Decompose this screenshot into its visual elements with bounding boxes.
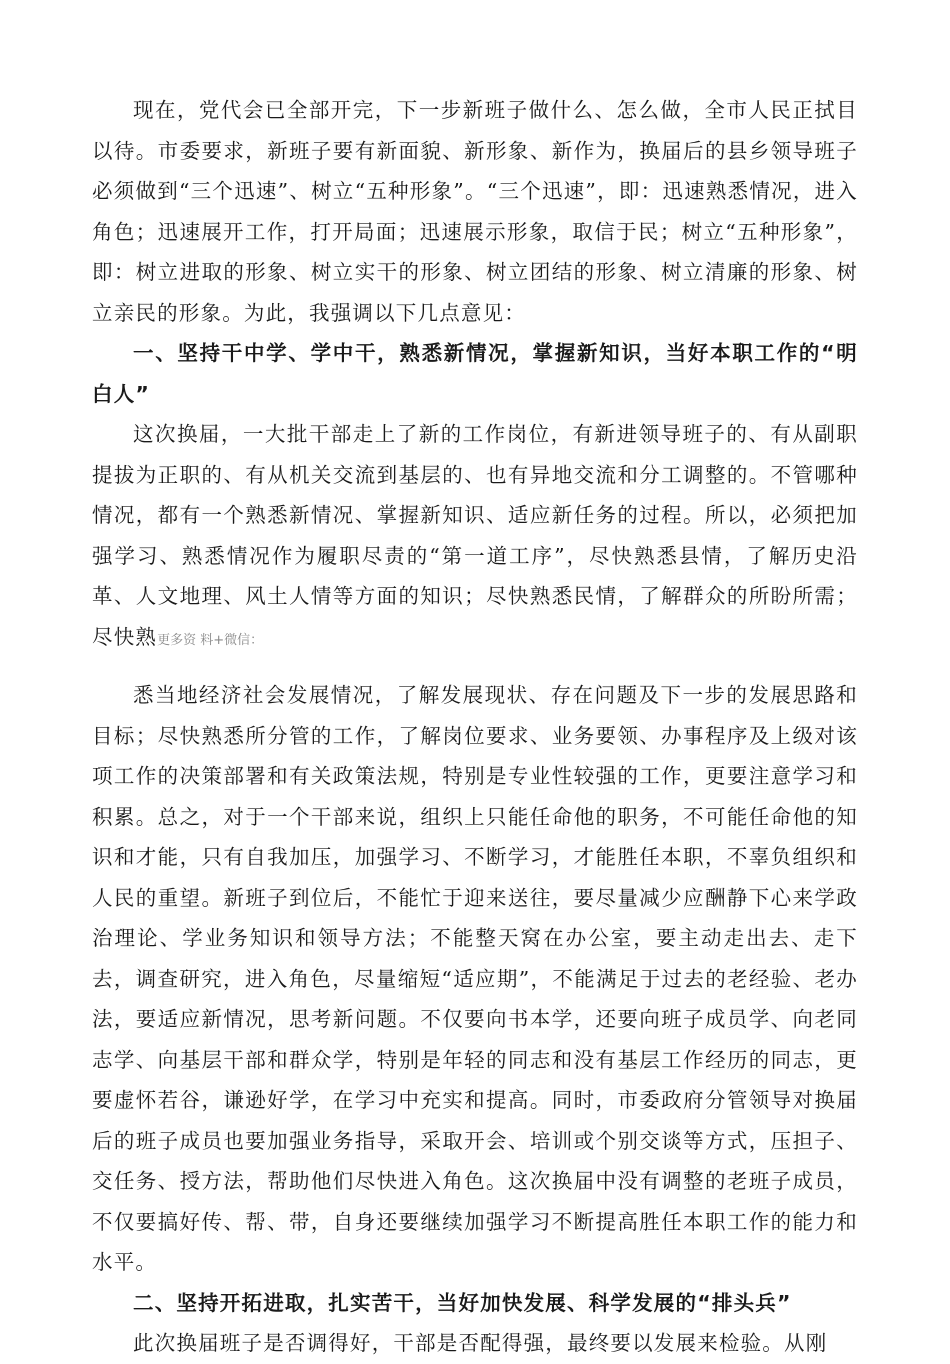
- section-1-paragraph-a: [92, 414, 858, 661]
- section-heading-1: 一、坚持干中学、学中干，熟悉新情况，掌握新知识，当好本职工作的“明白人”: [92, 341, 858, 406]
- watermark-text: 更多资 料+微信：: [157, 632, 264, 648]
- section-heading-2: 二、坚持开拓进取，扎实苦干，当好加快发展、科学发展的“排头兵”: [133, 1290, 792, 1315]
- intro-paragraph: 现在，党代会已全部开完，下一步新班子做什么、怎么做，全市人民正拭目以待。市委要求，新班子要有新面貌、新形象、新作为，换届后的县乡领导班子必须做到“三个迅速”、树立“五种形象”。“三个迅速”，即：迅速熟悉情况，进入角色；迅速展开工作，打开局面；迅速展示形象，取信于民；树立“五种形象”，即：树立进取的形象、树立实干的形象、树立团结的形象、树立清廉的形象、树立亲民的形象。为此，我强调以下几点意见：: [92, 98, 858, 325]
- document-body: [92, 90, 858, 1364]
- section-1-paragraph-b: 悉当地经济社会发展情况，了解发展现状、存在问题及下一步的发展思路和目标；尽快熟悉所分管的工作，了解岗位要求、业务要领、办事程序及上级对该项工作的决策部署和有关政策法规，特别是专业性较强的工作，更要注意学习和积累。总之，对于一个干部来说，组织上只能任命他的职务，不可能任命他的知识和才能，只有自我加压，加强学习、不断学习，才能胜任本职，不辜负组织和人民的重望。新班子到位后，不能忙于迎来送往，要尽量减少应酬静下心来学政治理论、学业务知识和领导方法；不能整天窝在办公室，要主动走出去、走下去，调查研究，进入角色，尽量缩短“适应期”，不能满足于过去的老经验、老办法，要适应新情况，思考新问题。不仅要向书本学，还要向班子成员学、向老同志学、向基层干部和群众学，特别是年轻的同志和没有基层工作经历的同志，更要虚怀若谷，谦逊好学，在学习中充实和提高。同时，市委政府分管领导对换届后的班子成员也要加强业务指导，采取开会、培训或个别交谈等方式，压担子、交任务、授方法，帮助他们尽快进入角色。这次换届中没有调整的老班子成员，不仅要搞好传、帮、带，自身还要继续加强学习不断提高胜任本职工作的能力和水平。: [92, 683, 858, 1274]
- section-1-paragraph-a-text: 这次换届，一大批干部走上了新的工作岗位，有新进领导班子的、有从副职提拔为正职的、有从机关交流到基层的、也有异地交流和分工调整的。不管哪种情况，都有一个熟悉新情况、掌握新知识、适应新任务的过程。所以，必须把加强学习、熟悉情况作为履职尽责的“第一道工序”，尽快熟悉县情，了解历史沿革、人文地理、风土人情等方面的知识；尽快熟悉民情，了解群众的所盼所需；尽快熟: [92, 422, 858, 649]
- section-2-paragraph: 此次换届班子是否调得好，干部是否配得强，最终要以发展来检验。从刚: [133, 1331, 828, 1355]
